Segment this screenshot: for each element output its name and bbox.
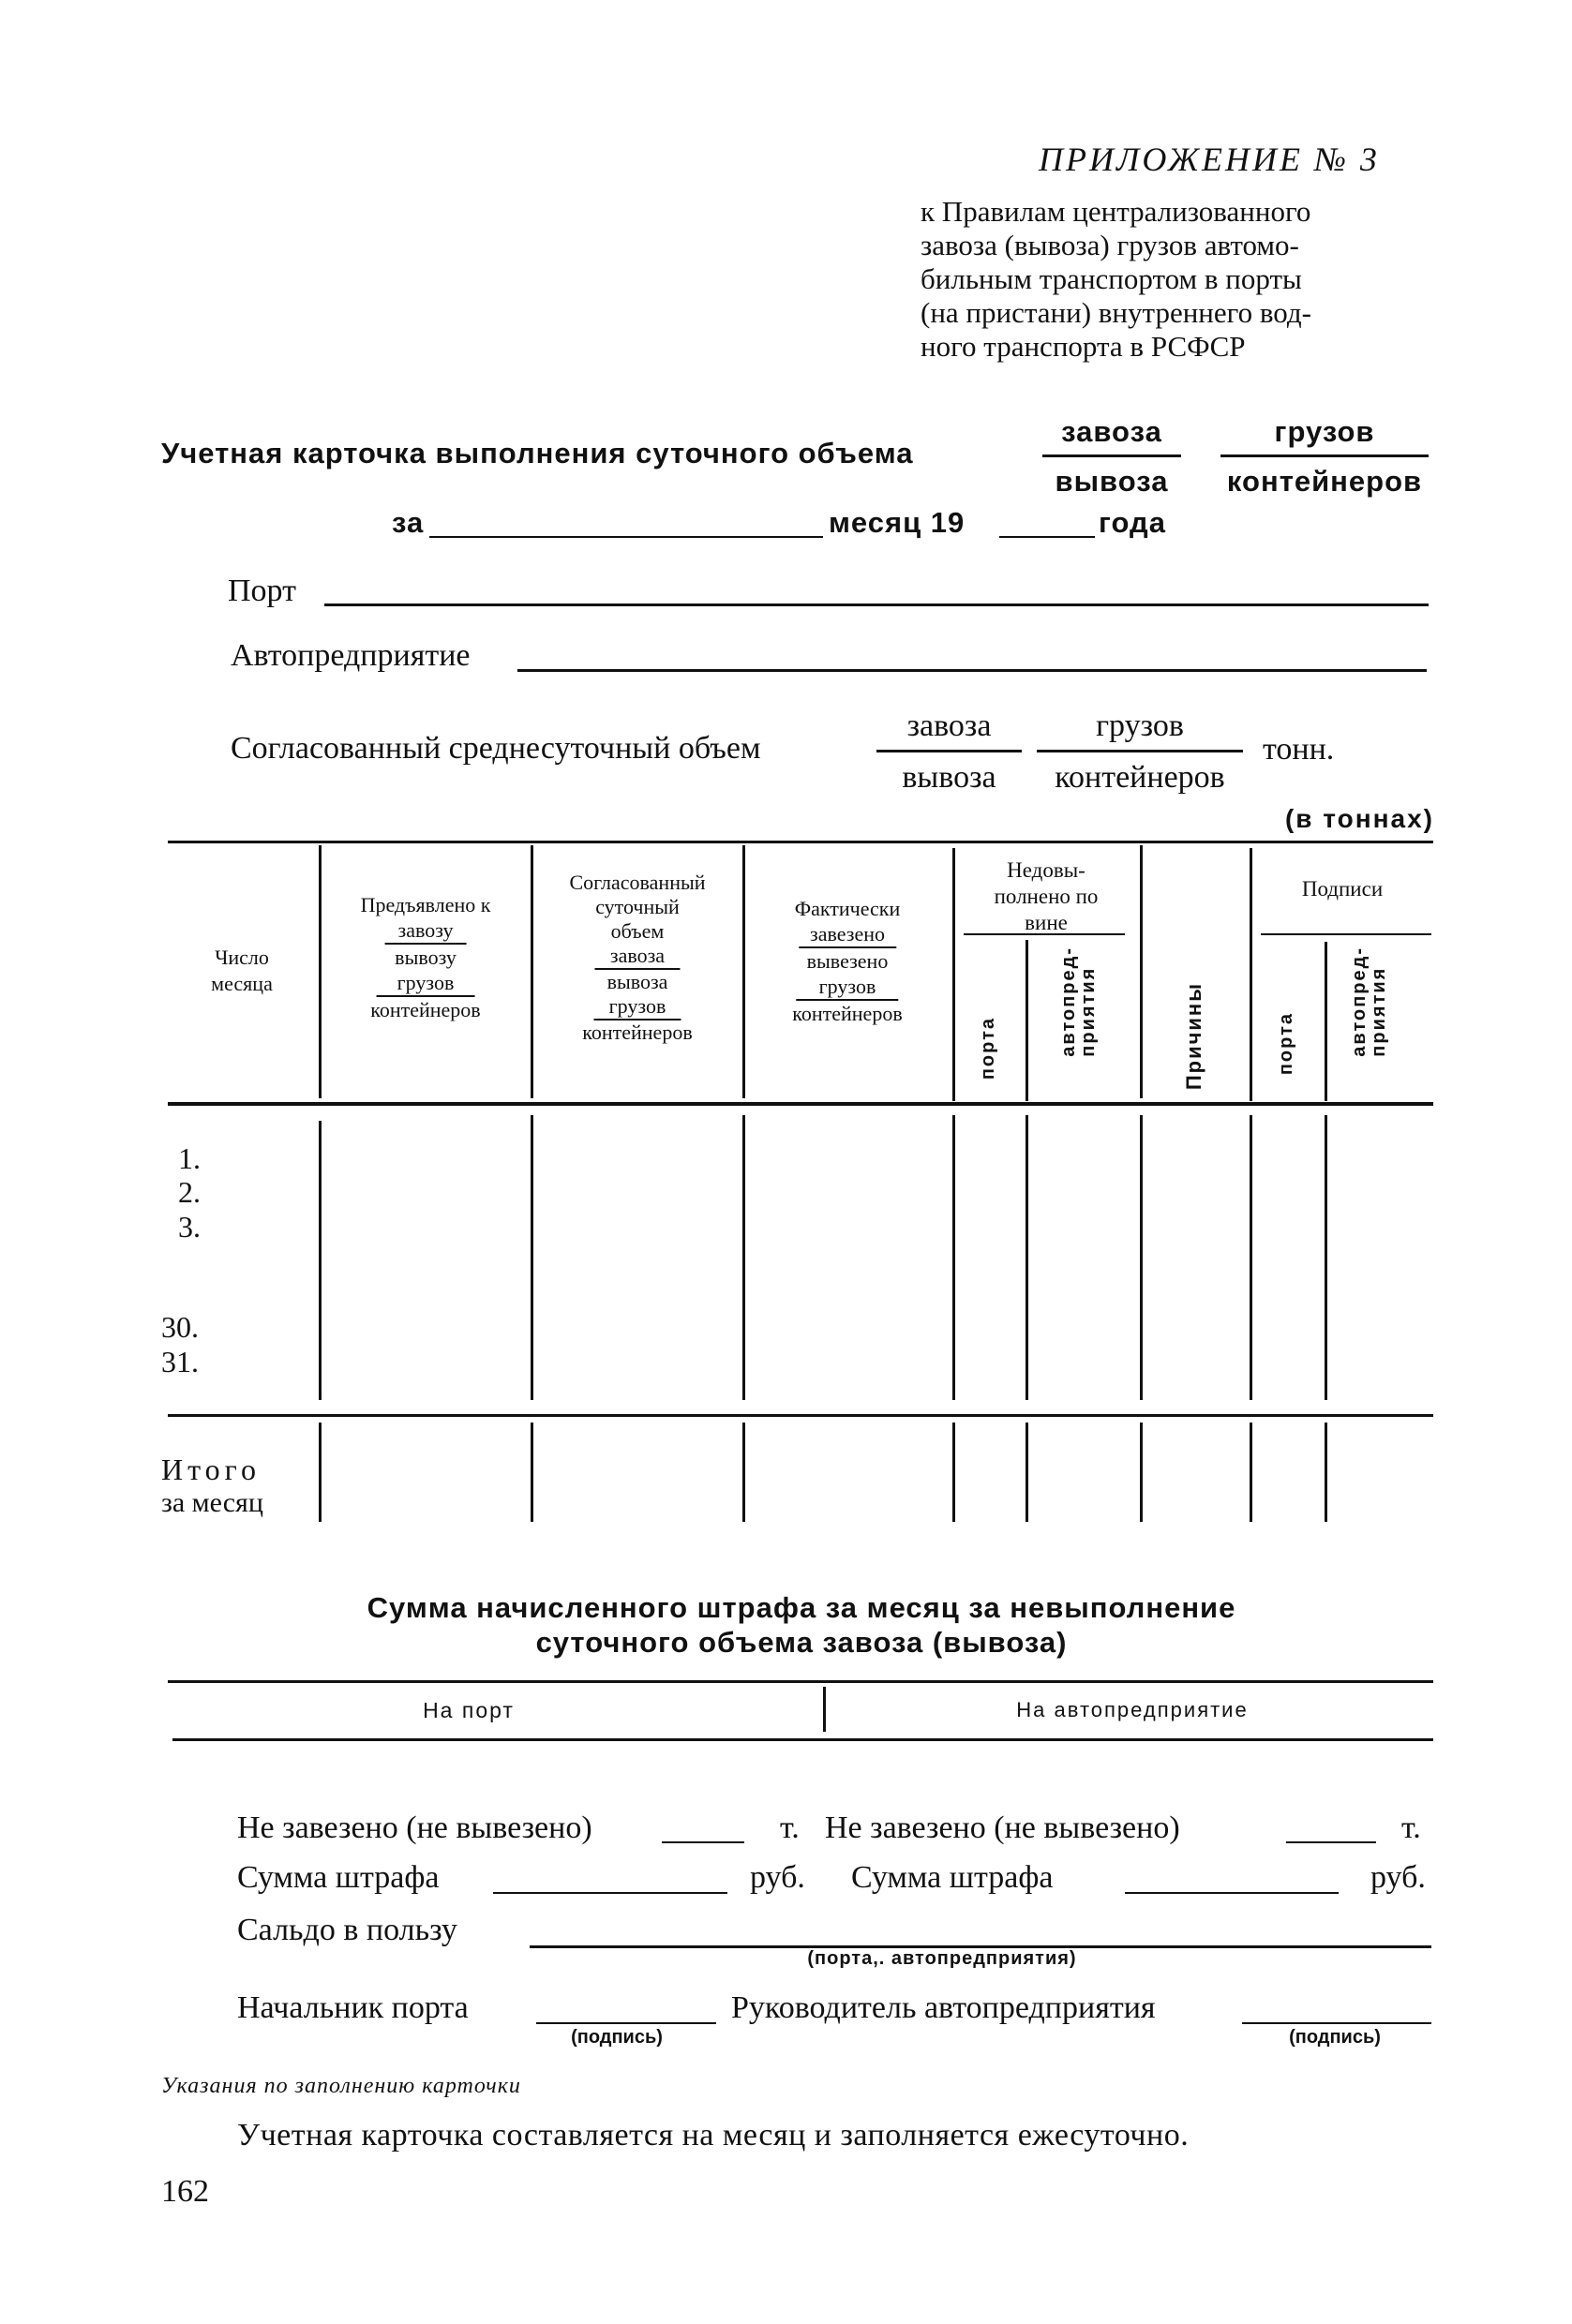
column-divider	[1140, 845, 1143, 1098]
port-head-signature-field[interactable]	[536, 2022, 716, 2024]
month-label: месяц 19	[829, 506, 966, 539]
header-line: контейнеров	[370, 998, 481, 1021]
header-presented	[361, 892, 491, 1022]
row-day: 30.	[161, 1310, 199, 1344]
header-line: грузов	[377, 970, 475, 997]
fraction-bottom: контейнеров	[1055, 760, 1225, 795]
column-divider	[531, 1423, 533, 1522]
header-actual	[792, 896, 902, 1026]
enterprise-head-label: Руководитель автопредприятия	[731, 1990, 1156, 2025]
column-divider	[1325, 1115, 1327, 1400]
header-day	[211, 945, 273, 997]
tons-label: тонн.	[1263, 732, 1335, 767]
penalty-sum-port-label: Сумма штрафа	[237, 1860, 440, 1895]
header-line: грузов	[594, 994, 681, 1020]
column-divider	[952, 848, 955, 1101]
penalty-sum-port-field[interactable]	[493, 1892, 727, 1894]
port-field[interactable]	[324, 603, 1429, 606]
balance-label: Сальдо в пользу	[237, 1913, 457, 1947]
appendix-title: ПРИЛОЖЕНИЕ № 3	[1039, 141, 1380, 178]
year-label: года	[1099, 506, 1166, 539]
header-line: вывезено	[806, 949, 889, 973]
penalty-col-port: На порт	[423, 1698, 515, 1722]
enterprise-field[interactable]	[517, 669, 1427, 672]
row-day: 1.	[178, 1141, 201, 1175]
appendix-text	[921, 197, 1431, 365]
fraction-bottom: контейнеров	[1226, 465, 1423, 498]
penalty-sum-enterprise-label: Сумма штрафа	[851, 1860, 1054, 1895]
column-divider	[319, 845, 322, 1098]
appendix-line: к Правилам централизованного	[921, 195, 1311, 228]
column-divider	[952, 1115, 955, 1400]
column-divider	[531, 1115, 533, 1400]
header-line: Фактически	[794, 897, 901, 920]
header-line: Недовы-	[1007, 858, 1085, 882]
header-unfulfilled	[995, 857, 1099, 936]
enterprise-label: Автопредприятие	[231, 638, 471, 673]
penalty-sum-enterprise-field[interactable]	[1125, 1892, 1339, 1894]
header-line: завезено	[799, 921, 896, 948]
balance-caption: (порта,. автопредприятия)	[807, 1948, 1077, 1969]
appendix-line: завоза (вывоза) грузов автомо-	[921, 229, 1299, 261]
column-divider	[1250, 1115, 1252, 1400]
agreed-fraction-type	[1037, 708, 1243, 796]
subheader-enterprise-unfulfilled	[1059, 946, 1099, 1057]
ton-unit: т.	[780, 1810, 800, 1845]
column-divider	[1325, 1423, 1327, 1522]
fraction-top: грузов	[1220, 415, 1429, 457]
column-divider	[1140, 1423, 1143, 1522]
table-header-rule	[168, 1102, 1433, 1106]
header-line: Согласованный	[569, 871, 706, 894]
subheader-enterprise-signature	[1350, 946, 1389, 1057]
subheader-rule	[1261, 933, 1431, 935]
column-divider	[1250, 1423, 1252, 1522]
title-fraction-cargo-direction	[1042, 415, 1181, 499]
penalty-title: Сумма начисленного штрафа за месяц за невыполнение	[367, 1591, 1236, 1624]
card-title: Учетная карточка выполнения суточного объема	[161, 437, 914, 469]
fraction-top: завоза	[876, 708, 1022, 752]
column-divider	[742, 845, 745, 1098]
row-day: 2.	[178, 1175, 201, 1209]
not-delivered-enterprise-field[interactable]	[1286, 1841, 1376, 1843]
enterprise-signature-caption: (подпись)	[1289, 2027, 1381, 2048]
port-signature-caption: (подпись)	[571, 2027, 663, 2048]
rub-unit: руб.	[1370, 1860, 1426, 1895]
column-divider	[1325, 942, 1327, 1101]
column-divider	[1026, 1115, 1028, 1400]
column-divider	[319, 1121, 322, 1400]
port-head-label: Начальник порта	[237, 1990, 469, 2025]
header-line: завоза	[595, 944, 680, 970]
penalty-column-divider	[823, 1687, 826, 1732]
header-line: приятия	[1369, 966, 1389, 1057]
header-line: контейнеров	[792, 1002, 903, 1025]
instructions-text: Учетная карточка составляется на месяц и заполняется ежесуточно.	[237, 2118, 1190, 2153]
penalty-col-enterprise: На автопредприятие	[1016, 1698, 1249, 1721]
penalty-table-bottom	[172, 1738, 1433, 1741]
header-line: контейнеров	[582, 1020, 693, 1044]
subheader-port-signature: порта	[1276, 1012, 1296, 1076]
header-line: вывоза	[606, 970, 668, 993]
year-field[interactable]	[999, 536, 1095, 538]
title-fraction-cargo-type	[1220, 415, 1429, 499]
header-line: объем	[610, 919, 665, 943]
table-top-rule	[168, 841, 1433, 843]
header-line: вывозу	[395, 946, 457, 969]
fraction-bottom: вывоза	[902, 760, 996, 795]
penalty-table-top	[168, 1680, 1433, 1683]
agreed-volume-label: Согласованный среднесуточный объем	[231, 731, 761, 766]
rub-unit: руб.	[750, 1860, 805, 1895]
header-line: грузов	[797, 974, 899, 1001]
instructions-heading: Указания по заполнению карточки	[161, 2074, 521, 2098]
column-divider	[1026, 1423, 1028, 1522]
header-line: завозу	[385, 917, 467, 945]
header-line: приятия	[1078, 966, 1099, 1057]
subheader-port-unfulfilled: порта	[978, 1017, 998, 1080]
enterprise-head-signature-field[interactable]	[1242, 2022, 1431, 2024]
column-divider	[1250, 848, 1252, 1101]
table-total-rule	[168, 1414, 1433, 1417]
not-delivered-port-label: Не завезено (не вывезено)	[237, 1810, 592, 1845]
column-divider	[1140, 1115, 1143, 1400]
penalty-title: суточного объема завоза (вывоза)	[535, 1626, 1068, 1659]
agreed-fraction-direction	[876, 708, 1022, 796]
column-divider	[531, 845, 533, 1098]
total-label: за месяц	[161, 1487, 263, 1518]
column-divider	[742, 1423, 745, 1522]
fraction-bottom: вывоза	[1055, 465, 1169, 498]
column-divider	[952, 1423, 955, 1522]
page-number: 162	[161, 2174, 209, 2209]
header-line: вине	[1025, 911, 1068, 934]
header-line: Число	[215, 946, 269, 969]
header-signatures: Подписи	[1301, 877, 1384, 901]
fraction-top: завоза	[1042, 415, 1181, 457]
fraction-top: грузов	[1037, 708, 1243, 752]
header-line: месяца	[211, 972, 273, 995]
header-agreed	[569, 871, 705, 1045]
header-line: автопред-	[1058, 946, 1079, 1057]
header-line: Предъявлено к	[360, 893, 491, 916]
month-field[interactable]	[429, 536, 823, 538]
port-label: Порт	[228, 574, 296, 608]
column-divider	[1026, 940, 1028, 1101]
not-delivered-enterprise-label: Не завезено (не вывезено)	[825, 1810, 1180, 1845]
not-delivered-port-field[interactable]	[662, 1841, 744, 1843]
for-label: за	[392, 506, 425, 539]
appendix-line: бильным транспортом в порты	[921, 262, 1302, 295]
row-day: 3.	[178, 1210, 201, 1244]
header-line: суточный	[595, 895, 680, 918]
ton-unit: т.	[1401, 1810, 1421, 1845]
column-divider	[742, 1115, 745, 1400]
header-reasons: Причины	[1182, 982, 1205, 1091]
appendix-line: (на пристани) внутреннего вод-	[921, 296, 1311, 329]
column-divider	[319, 1423, 322, 1522]
row-day: 31.	[161, 1345, 199, 1378]
total-label: Итого	[161, 1452, 261, 1486]
header-line: полнено по	[994, 885, 1099, 908]
appendix-line: ного транспорта в РСФСР	[921, 330, 1246, 363]
units-note: (в тоннах)	[1284, 804, 1434, 833]
header-line: автопред-	[1349, 946, 1370, 1057]
